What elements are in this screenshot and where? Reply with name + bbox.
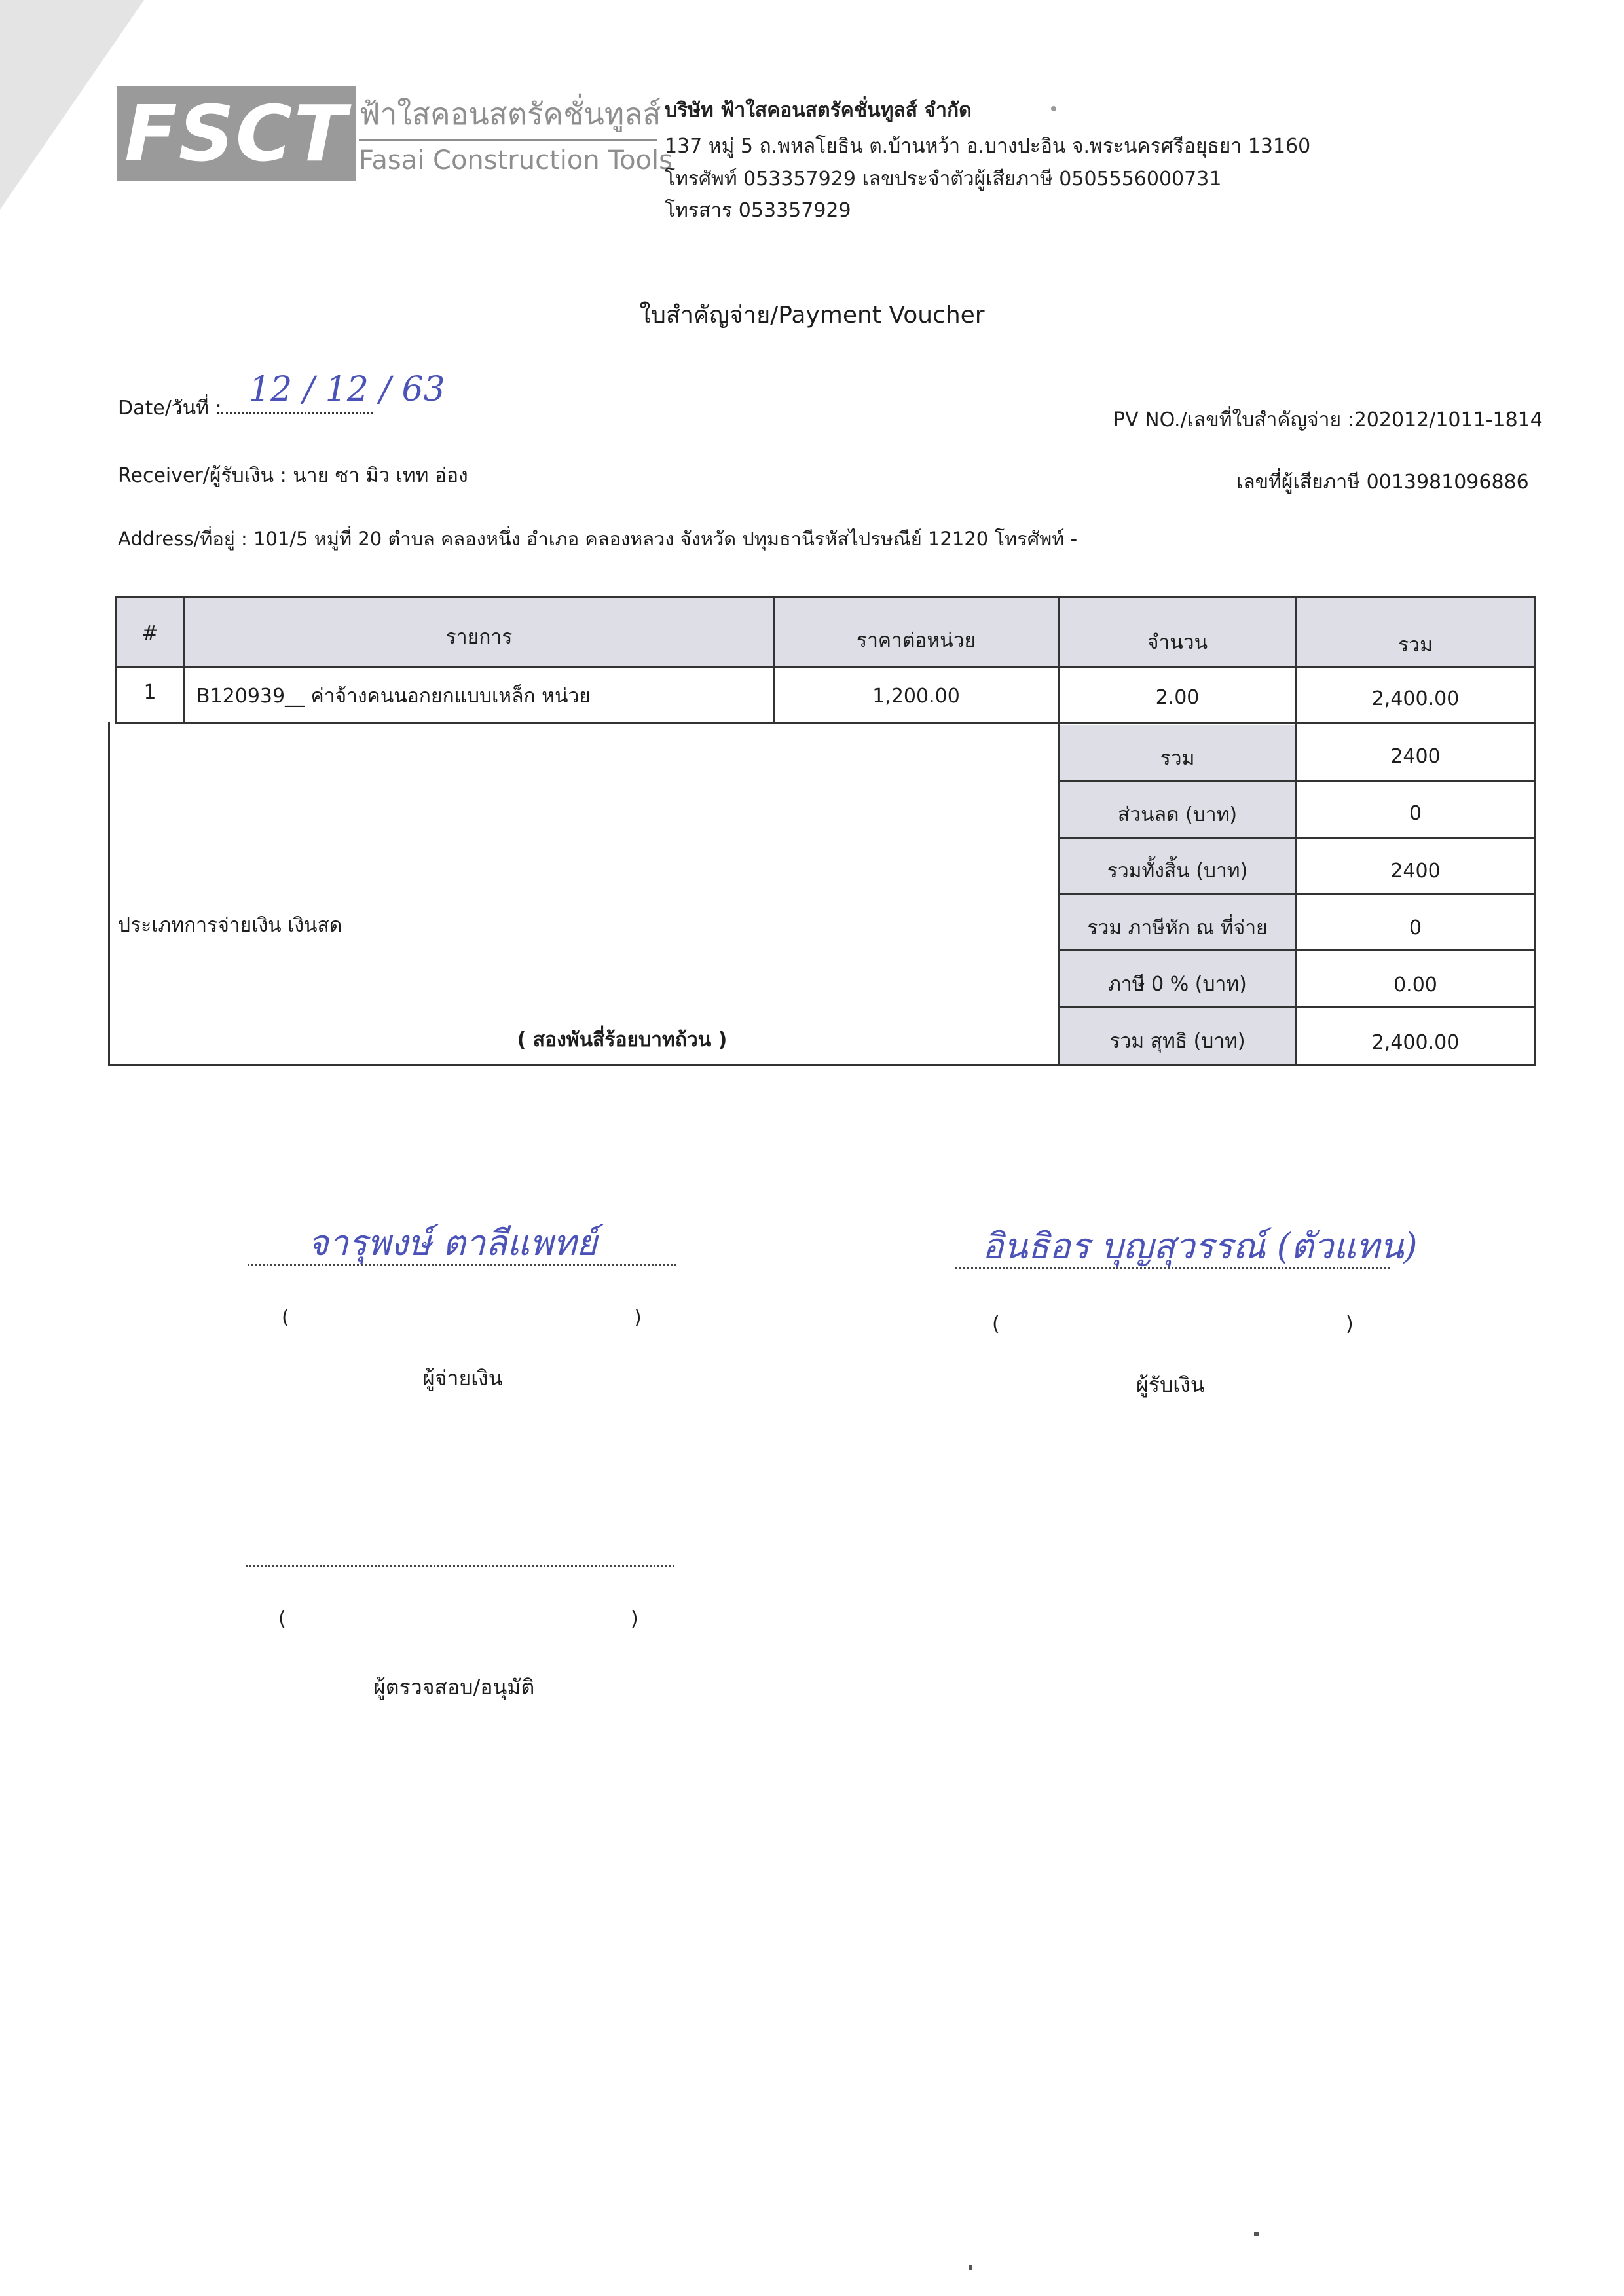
scan-speck: [969, 2265, 972, 2270]
date-value: 12 / 12 / 63: [249, 370, 445, 409]
table-border-top: [115, 596, 1536, 598]
receiver-label: ผู้รับเงิน: [1136, 1372, 1205, 1397]
receiver-paren-open: (: [992, 1313, 1000, 1336]
table-row-bottom: [115, 722, 1536, 724]
summary-value: 0: [1409, 917, 1422, 939]
summary-line-3: [1060, 893, 1536, 895]
summary-label: รวมทั้งสิ้น (บาท): [1107, 860, 1248, 883]
company-fax: โทรสาร 053357929: [665, 199, 851, 222]
payer-paren-open: (: [282, 1306, 289, 1329]
receiver-paren-close: ): [1346, 1313, 1354, 1336]
row-unit-price: 1,200.00: [872, 685, 960, 708]
logo-english-name: Fasai Construction Tools: [359, 145, 673, 175]
taxid-value: 0013981096886: [1366, 471, 1529, 494]
col-divider-1: [183, 596, 185, 723]
approver-sign-line: [246, 1565, 674, 1567]
payer-sign-line: [248, 1264, 676, 1266]
address: [118, 524, 1077, 554]
pv-number: [1113, 405, 1543, 435]
logo-divider: [359, 139, 657, 141]
receiver-signature: อินธิอร บุญสุวรรณ์ (ตัวแทน): [982, 1226, 1418, 1267]
summary-line-1: [1060, 780, 1536, 782]
summary-value: 2400: [1390, 745, 1441, 768]
table-border-left-top: [115, 596, 117, 723]
summary-value: 2400: [1390, 860, 1441, 883]
col-header-unit-price: ราคาต่อหน่วย: [856, 629, 976, 652]
col-header-no: #: [141, 622, 158, 645]
table-header-bottom: [115, 666, 1536, 668]
summary-label: ส่วนลด (บาท): [1117, 803, 1238, 826]
summary-line-5: [1060, 1006, 1536, 1008]
company-logo: [117, 86, 356, 181]
amount-in-words: ( สองพันสี่ร้อยบาทถ้วน ): [517, 1029, 728, 1051]
summary-label-shade: [1060, 725, 1297, 1066]
receiver-label: Receiver/ผู้รับเงิน :: [118, 464, 287, 487]
row-qty: 2.00: [1155, 686, 1200, 709]
payment-type-label: ประเภทการจ่ายเงิน: [118, 914, 282, 937]
payer-label: ผู้จ่ายเงิน: [422, 1366, 503, 1391]
payment-type: [118, 910, 342, 941]
receiver: [118, 460, 468, 491]
payment-type-value: เงินสด: [287, 914, 342, 937]
pv-value: 202012/1011-1814: [1354, 409, 1543, 431]
col-header-total: รวม: [1398, 634, 1433, 657]
address-label: Address/ที่อยู่ :: [118, 528, 248, 550]
address-value: 101/5 หมู่ที่ 20 ตำบล คลองหนึ่ง อำเภอ คลองหลวง จังหวัด ปทุมธานีรหัสไปรษณีย์ 12120 โทรศัพท์ -: [253, 528, 1078, 550]
logo-thai-name: ฟ้าใสคอนสตรัคชั่นทูลส์: [359, 96, 661, 132]
receiver-sign-line: [955, 1267, 1390, 1269]
summary-value: 0.00: [1393, 974, 1437, 996]
scan-speck: [1254, 2232, 1259, 2236]
col-header-qty: จำนวน: [1147, 631, 1208, 654]
table-border-right: [1534, 596, 1536, 1066]
company-name: บริษัท ฟ้าใสคอนสตรัคชั่นทูลส์ จำกัด: [665, 99, 972, 122]
scan-speck: [1051, 106, 1056, 111]
payer-paren-close: ): [634, 1306, 642, 1329]
pv-label: PV NO./เลขที่ใบสำคัญจ่าย :: [1113, 409, 1354, 431]
logo-mark: FSCT: [124, 88, 348, 179]
table-border-bottom: [108, 1064, 1536, 1066]
row-item: B120939__ ค่าจ้างคนนอกยกแบบเหล็ก หน่วย: [196, 685, 591, 708]
approver-label: ผู้ตรวจสอบ/อนุมัติ: [373, 1675, 535, 1700]
summary-value: 2,400.00: [1371, 1031, 1460, 1054]
summary-line-4: [1060, 949, 1536, 951]
taxid: [1236, 467, 1529, 498]
date-dotted-line: [221, 412, 373, 414]
approver-paren-open: (: [278, 1607, 286, 1630]
taxid-label: เลขที่ผู้เสียภาษี: [1236, 471, 1361, 494]
summary-value: 0: [1409, 802, 1422, 825]
summary-label: ภาษี 0 % (บาท): [1108, 973, 1247, 996]
payer-signature: จารุพงษ์ ตาลีแพทย์: [308, 1222, 597, 1264]
page-title: ใบสำคัญจ่าย/Payment Voucher: [639, 302, 985, 329]
row-no: 1: [143, 681, 157, 704]
approver-paren-close: ): [631, 1607, 638, 1630]
col-header-item: รายการ: [445, 626, 513, 649]
row-total: 2,400.00: [1371, 687, 1460, 710]
company-phone-tax: โทรศัพท์ 053357929 เลขประจำตัวผู้เสียภาษี 0505556000731: [665, 168, 1222, 191]
receiver-value: นาย ซา มิว เทท อ่อง: [293, 464, 468, 487]
date-label: Date/วันที่ :: [118, 397, 222, 420]
summary-label: รวม ภาษีหัก ณ ที่จ่าย: [1087, 917, 1268, 939]
summary-label: รวม: [1160, 747, 1195, 770]
company-address: 137 หมู่ 5 ถ.พหลโยธิน ต.บ้านหว้า อ.บางปะอิน จ.พระนครศรีอยุธยา 13160: [665, 135, 1311, 158]
summary-line-2: [1060, 837, 1536, 839]
table-border-left-bottom: [108, 722, 110, 1066]
summary-label: รวม สุทธิ (บาท): [1109, 1030, 1246, 1053]
